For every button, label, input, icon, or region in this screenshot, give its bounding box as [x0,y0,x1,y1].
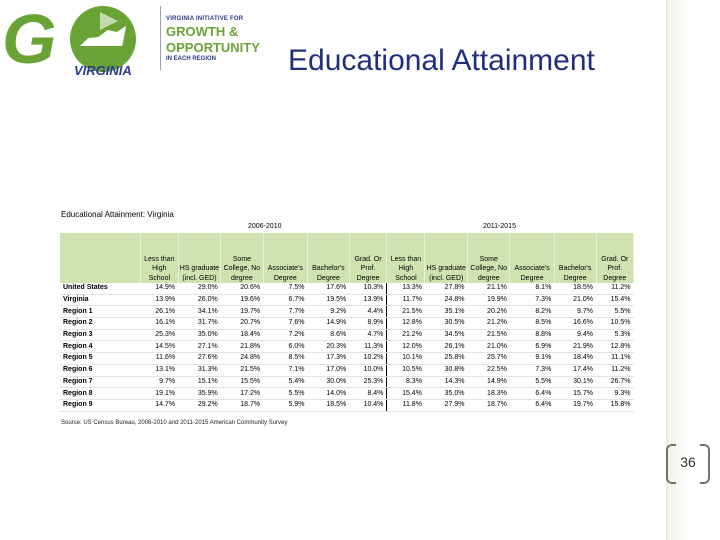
logo-tagline-region: IN EACH REGION [166,56,217,62]
table-cell: 14.5% [141,341,179,353]
table-cell: 20.7% [221,318,263,330]
table-cell: 9.2% [308,306,350,318]
column-header: Bachelor's Degree [554,233,596,283]
table-cell: 21.2% [387,329,425,341]
table-cell: 34.1% [178,306,221,318]
column-header: Less than High School [141,233,179,283]
table-cell: 11.2% [596,283,634,294]
table-cell: 15.4% [387,388,425,400]
table-cell: 21.0% [554,294,596,306]
table-cell: 18.4% [554,353,596,365]
table-row [60,364,634,376]
table-cell: 6.0% [263,341,307,353]
table-row [60,353,634,365]
column-header: Grad. Or Prof. Degree [349,233,387,283]
column-header: Bachelor's Degree [308,233,350,283]
table-cell: 15.5% [221,376,263,388]
column-header: HS graduate (incl. GED) [178,233,221,283]
table-cell: 27.1% [178,341,221,353]
table-cell: 19.7% [554,399,596,411]
table-cell: 20.2% [468,306,510,318]
table-caption: Educational Attainment: Virginia [61,210,174,219]
table-cell: 31.7% [178,318,221,330]
row-label-header [60,233,141,283]
table-cell: 20.3% [308,341,350,353]
table-row [60,283,634,294]
table-cell: 5.4% [263,376,307,388]
page-number: 36 [680,454,696,470]
table-cell: 8.1% [510,283,554,294]
table-cell: 7.3% [510,364,554,376]
table-cell: 7.1% [263,364,307,376]
table-cell: 21.5% [221,364,263,376]
row-label: Region 2 [60,318,141,330]
table-cell: 6.4% [510,388,554,400]
table-cell: 27.6% [178,353,221,365]
table-cell: 34.5% [425,329,468,341]
table-cell: 21.2% [468,318,510,330]
table-cell: 18.3% [468,388,510,400]
table-cell: 12.8% [387,318,425,330]
table-cell: 5.5% [263,388,307,400]
table-cell: 27.9% [425,399,468,411]
table-cell: 12.8% [596,341,634,353]
table-cell: 25.8% [425,353,468,365]
logo-divider [160,6,161,70]
table-cell: 17.6% [308,283,350,294]
table-cell: 14.9% [468,376,510,388]
table-cell: 14.9% [141,283,179,294]
row-label: United States [60,283,141,294]
table-cell: 26.0% [178,294,221,306]
table-cell: 7.2% [263,329,307,341]
table-cell: 35.0% [178,329,221,341]
table-cell: 13.3% [387,283,425,294]
table-cell: 11.8% [387,399,425,411]
logo-letter-g: G [2,0,53,78]
row-label: Region 8 [60,388,141,400]
table-cell: 30.8% [425,364,468,376]
table-cell: 14.3% [425,376,468,388]
group-header-2011-2015: 2011-2015 [483,223,516,230]
table-cell: 12.0% [387,341,425,353]
table-cell: 24.8% [221,353,263,365]
table-cell: 26.7% [596,376,634,388]
column-header: Some College, No degree [221,233,263,283]
arrow-icon [100,12,118,30]
table-cell: 19.5% [308,294,350,306]
table-cell: 35.0% [425,388,468,400]
table-row [60,329,634,341]
table-cell: 10.4% [349,399,387,411]
table-cell: 25.7% [468,353,510,365]
table-cell: 14.7% [141,399,179,411]
table-cell: 21.1% [468,283,510,294]
table-cell: 26.1% [425,341,468,353]
table-cell: 11.2% [596,364,634,376]
table-cell: 19.6% [221,294,263,306]
table-cell: 10.2% [349,353,387,365]
table-cell: 19.9% [468,294,510,306]
table-cell: 24.8% [425,294,468,306]
table-cell: 8.6% [308,329,350,341]
table-cell: 6.7% [263,294,307,306]
table-cell: 4.4% [349,306,387,318]
table-body [60,283,634,411]
logo-virginia-text: VIRGINIA [74,63,132,78]
table-cell: 31.3% [178,364,221,376]
table-cell: 26.1% [141,306,179,318]
table-cell: 19.1% [141,388,179,400]
column-header: Less than High School [387,233,425,283]
table-cell: 11.6% [141,353,179,365]
table-cell: 6.4% [510,399,554,411]
table-cell: 10.1% [387,353,425,365]
table-cell: 7.5% [263,283,307,294]
table-cell: 15.7% [554,388,596,400]
attainment-table-panel [58,209,635,431]
table-cell: 10.3% [349,283,387,294]
table-cell: 17.0% [308,364,350,376]
attainment-table [60,233,634,412]
table-cell: 18.7% [221,399,263,411]
table-cell: 18.5% [308,399,350,411]
row-label: Region 4 [60,341,141,353]
table-cell: 13.9% [349,294,387,306]
table-cell: 22.5% [468,364,510,376]
group-header-2006-2010: 2006-2010 [248,223,282,230]
table-cell: 5.3% [596,329,634,341]
column-header: HS graduate (incl. GED) [425,233,468,283]
table-cell: 18.4% [221,329,263,341]
table-cell: 9.1% [510,353,554,365]
column-header: Some College, No degree [468,233,510,283]
table-cell: 17.2% [221,388,263,400]
table-cell: 30.0% [308,376,350,388]
table-cell: 21.9% [554,341,596,353]
table-cell: 17.3% [308,353,350,365]
table-cell: 8.5% [263,353,307,365]
table-cell: 15.4% [596,294,634,306]
table-cell: 19.7% [221,306,263,318]
table-cell: 9.4% [554,329,596,341]
table-cell: 17.4% [554,364,596,376]
table-cell: 21.5% [387,306,425,318]
table-cell: 21.5% [468,329,510,341]
table-cell: 11.3% [349,341,387,353]
table-cell: 30.1% [554,376,596,388]
column-header: Associate's Degree [510,233,554,283]
table-cell: 15.1% [178,376,221,388]
table-row [60,399,634,411]
table-cell: 16.6% [554,318,596,330]
table-cell: 10.5% [387,364,425,376]
logo-tagline-opportunity: OPPORTUNITY [166,40,260,55]
column-header: Grad. Or Prof. Degree [596,233,634,283]
table-cell: 11.1% [596,353,634,365]
table-cell: 8.3% [387,376,425,388]
table-cell: 18.7% [468,399,510,411]
logo-tagline-growth: GROWTH & [166,24,239,39]
row-label: Virginia [60,294,141,306]
table-cell: 18.5% [554,283,596,294]
table-row [60,376,634,388]
table-row [60,294,634,306]
table-cell: 30.5% [425,318,468,330]
table-cell: 8.5% [510,318,554,330]
go-virginia-logo [0,0,260,85]
table-cell: 9.3% [596,388,634,400]
table-cell: 10.5% [596,318,634,330]
table-cell: 6.9% [510,341,554,353]
table-cell: 27.8% [425,283,468,294]
table-cell: 13.1% [141,364,179,376]
row-label: Region 1 [60,306,141,318]
table-cell: 5.9% [263,399,307,411]
row-label: Region 7 [60,376,141,388]
table-cell: 29.0% [178,283,221,294]
table-cell: 21.8% [221,341,263,353]
table-row [60,318,634,330]
table-cell: 10.0% [349,364,387,376]
table-row [60,341,634,353]
table-cell: 8.4% [349,388,387,400]
table-cell: 8.2% [510,306,554,318]
table-cell: 25.3% [349,376,387,388]
table-cell: 35.1% [425,306,468,318]
table-cell: 5.5% [596,306,634,318]
table-source-note: Source: US Census Bureau, 2006-2010 and 2011-2015 American Community Survey [61,420,288,426]
table-header-row [60,233,634,283]
table-cell: 14.0% [308,388,350,400]
table-cell: 7.7% [263,306,307,318]
table-cell: 7.6% [263,318,307,330]
table-cell: 16.1% [141,318,179,330]
table-cell: 11.7% [387,294,425,306]
row-label: Region 6 [60,364,141,376]
table-cell: 9.7% [554,306,596,318]
table-cell: 29.2% [178,399,221,411]
row-label: Region 5 [60,353,141,365]
page-number-box [666,444,710,482]
table-cell: 35.9% [178,388,221,400]
table-row [60,388,634,400]
table-cell: 14.9% [308,318,350,330]
table-cell: 20.6% [221,283,263,294]
slide-title: Educational Attainment [288,44,595,77]
column-header: Associate's Degree [263,233,307,283]
table-cell: 7.3% [510,294,554,306]
table-cell: 5.5% [510,376,554,388]
table-cell: 13.9% [141,294,179,306]
table-cell: 4.7% [349,329,387,341]
table-row [60,306,634,318]
row-label: Region 9 [60,399,141,411]
logo-tagline-1: VIRGINIA INITIATIVE FOR [166,16,244,22]
table-cell: 8.8% [510,329,554,341]
table-cell: 21.0% [468,341,510,353]
table-cell: 8.9% [349,318,387,330]
table-cell: 15.8% [596,399,634,411]
row-label: Region 3 [60,329,141,341]
table-cell: 25.3% [141,329,179,341]
table-cell: 9.7% [141,376,179,388]
